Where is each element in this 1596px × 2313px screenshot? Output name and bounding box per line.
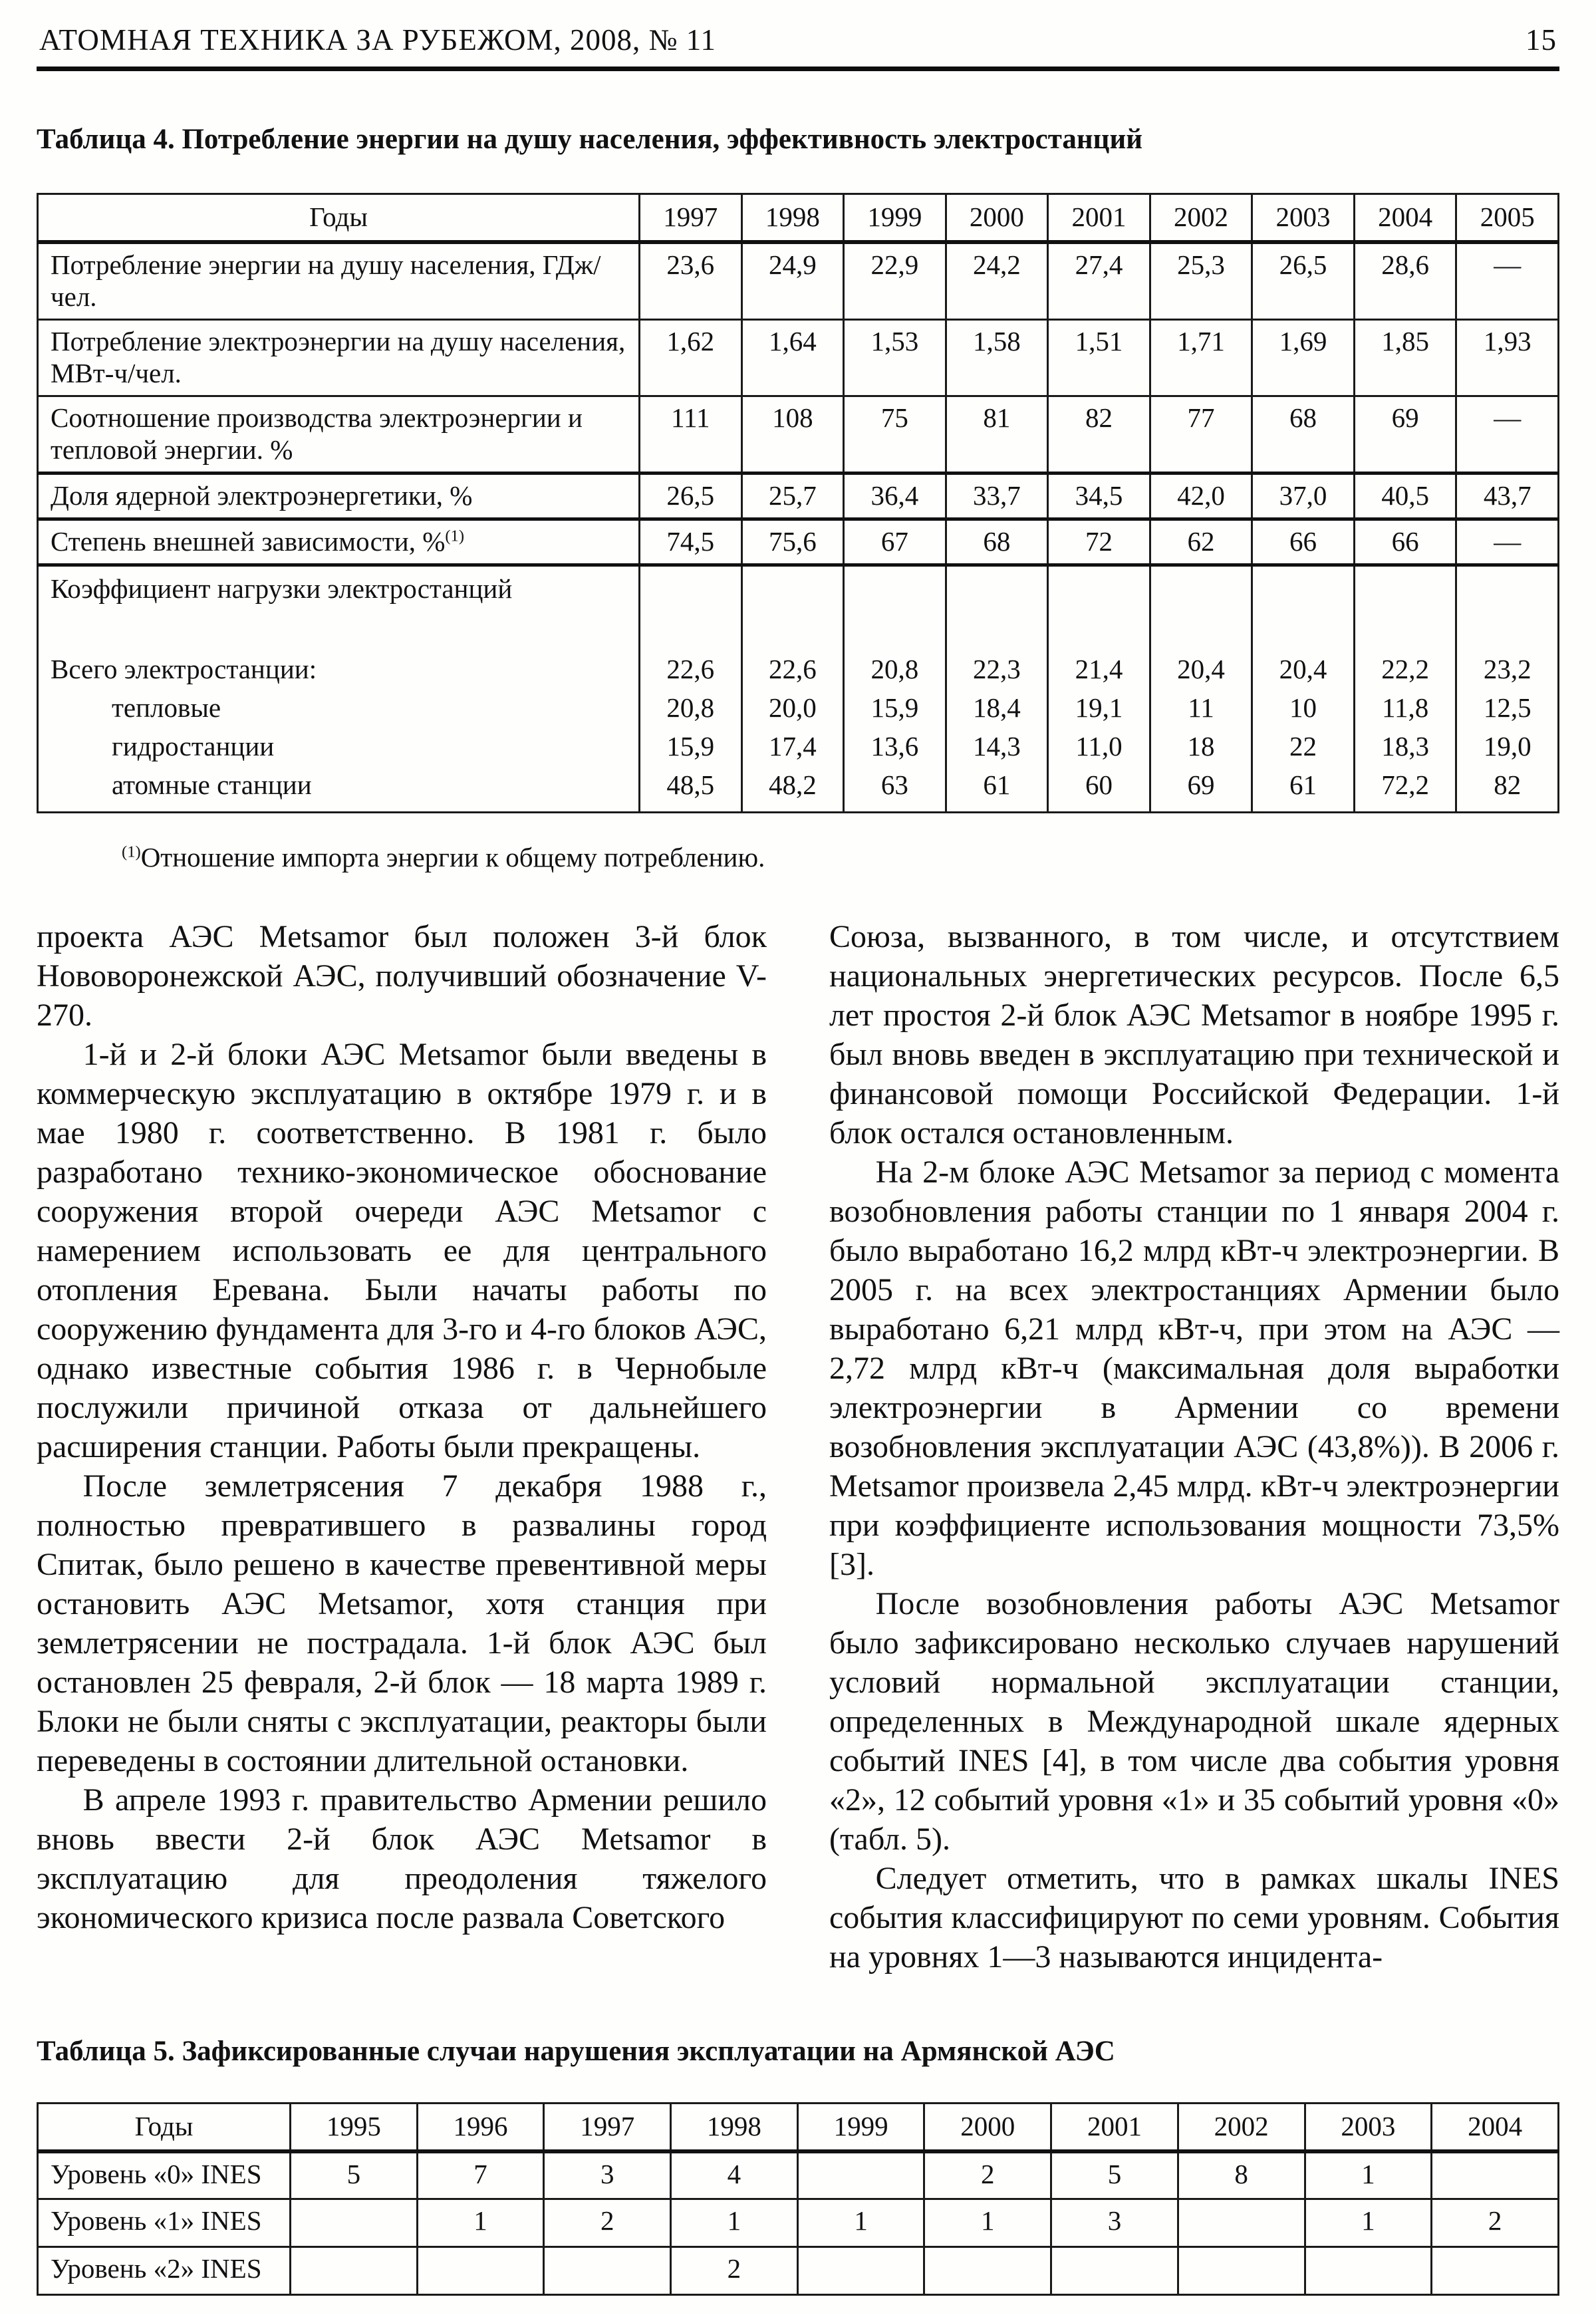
table-cell: 4 [671,2151,798,2199]
table-cell: 22 [1289,730,1317,761]
spacer [748,573,838,650]
table-cell: 2 [1432,2199,1559,2247]
table-cell: 61 [1289,769,1317,800]
paragraph: После возобновления работы АЭС Metsamor было зафиксировано несколько случаев нарушений условий нормальной эксплуатации станции, определенных в Международной шкале ядерных событий INES [4], в том числе два события уровня «2», 12 событий уровня «1» и 35 событий уровня «0» (табл. 5). [829,1585,1559,1857]
paragraph: 1-й и 2-й блоки АЭС Metsamor были введены в коммерческую эксплуатацию в октябре 1979 г. и в мае 1980 г. соответственно. В 1981 г. было разработано технико-экономическое обоснование сооружения второй очереди АЭС Metsamor с намерением использовать ее для центрального отопления Еревана. Были начаты работы по сооружению фундамента для 3-го и 4-го блоков АЭС, однако известные события 1986 г. в Чернобыле послужили причиной отказа от дальнейшего расширения станции. Работы были прекращены. [37,1036,767,1464]
table-cell: 5 [291,2151,418,2199]
table-cell: 15,9 [666,730,715,761]
table-cell: 23,2 [1483,653,1531,684]
table-cell: 20,8 [666,692,715,723]
table-cell: 1,53 [844,319,946,396]
year-header: 2001 [1048,194,1150,242]
table-cell: 8 [1178,2151,1305,2199]
table-cell: 18,4 [973,692,1021,723]
table-cell: 34,5 [1048,473,1150,519]
table-cell: 68 [1252,396,1355,473]
year-header: 2000 [946,194,1048,242]
table-cell: 82 [1048,396,1150,473]
table4 [37,193,1559,813]
row-label: Степень внешней зависимости, %$^{(1)}$ [38,519,640,565]
table-cell: 1 [671,2199,798,2247]
table-cell: 1 [797,2199,924,2247]
header-rule [37,67,1559,71]
table-cell: 5 [1051,2151,1178,2199]
table-cell [544,2247,671,2295]
table-cell: 42,0 [1150,473,1252,519]
row-label: Потребление электроэнергии на душу населения, МВт-ч/чел. [38,319,640,396]
table-cell: 11 [1188,692,1214,723]
table-cell: 12,5 [1483,692,1531,723]
table-cell: 3 [544,2151,671,2199]
paragraph: В апреле 1993 г. правительство Армении решило вновь ввести 2-й блок АЭС Metsamor в эксплуатацию для преодоления тяжелого экономического кризиса после развала Советского [37,1782,767,1935]
year-column-header: Годы [38,2103,291,2151]
table-cell: 111 [640,396,742,473]
table-cell [1432,2247,1559,2295]
year-header: 2002 [1178,2103,1305,2151]
footnote-text: Отношение импорта энергии к общему потреблению. [140,841,765,873]
table-cell: 60 [1085,769,1113,800]
table-cell: 72,2 [1381,769,1429,800]
spacer [1156,573,1246,650]
table-cell: 1,71 [1150,319,1252,396]
load-factor-value-cell [1456,565,1559,812]
row-label: гидростанции [112,730,275,761]
row-label: Доля ядерной электроэнергетики, % [38,473,640,519]
table-row [38,2247,1559,2295]
spacer [952,573,1042,650]
page-number: 15 [1526,23,1557,57]
table-cell: 37,0 [1252,473,1355,519]
table-cell: 48,2 [768,769,817,800]
table-cell [797,2151,924,2199]
row-label: тепловые [112,692,221,723]
year-header: 1997 [640,194,742,242]
table-cell: 23,6 [640,242,742,319]
table-cell: 68 [946,519,1048,565]
right-column [829,917,1559,1976]
load-factor-value-cell [741,565,844,812]
row-label: Уровень «2» INES [38,2247,291,2295]
table-cell [1178,2247,1305,2295]
table-cell: 1,62 [640,319,742,396]
table-cell: 2 [544,2199,671,2247]
table-cell: 36,4 [844,473,946,519]
table-cell: 72 [1048,519,1150,565]
table-cell: 108 [741,396,844,473]
table-cell: 1 [417,2199,544,2247]
footnote-ref: (1) [445,527,465,545]
paragraph: После землетрясения 7 декабря 1988 г., полностью превратившего в развалины город Спитак, было решено в качестве превентивной меры остановить АЭС Metsamor, хотя станция при землетрясении не пострадала. 1-й блок АЭС был остановлен 25 февраля, 2-й блок — 18 марта 1989 г. Блоки не были сняты с эксплуатации, реакторы были переведены в состоянии длительной остановки. [37,1468,767,1778]
table-cell: 15,9 [870,692,919,723]
load-factor-value-cell [640,565,742,812]
table-cell: 10 [1289,692,1317,723]
body-columns [37,917,1559,1976]
table-cell: 40,5 [1354,473,1456,519]
table-cell: 69 [1187,769,1215,800]
table-cell: 18 [1187,730,1215,761]
year-header: 2003 [1252,194,1355,242]
table-cell: 20,4 [1279,653,1327,684]
table-cell: 17,4 [768,730,817,761]
year-header: 1999 [844,194,946,242]
year-header: 2004 [1432,2103,1559,2151]
table-cell: 24,9 [741,242,844,319]
table-cell: 18,3 [1381,730,1429,761]
table-cell: 1,93 [1456,319,1559,396]
table-cell: 11,0 [1075,730,1123,761]
table-cell: 1,85 [1354,319,1456,396]
table-cell [291,2247,418,2295]
table-cell: — [1456,519,1559,565]
table-header-row [38,194,1559,242]
table-cell: 2 [671,2247,798,2295]
row-label: Уровень «0» INES [38,2151,291,2199]
load-factor-label-cell [38,565,640,812]
table-cell [1432,2151,1559,2199]
table-cell: 43,7 [1456,473,1559,519]
table-cell: 26,5 [1252,242,1355,319]
table-cell: 82 [1494,769,1522,800]
row-label: атомные станции [112,769,312,800]
table-cell: 28,6 [1354,242,1456,319]
table-cell: 2 [924,2151,1051,2199]
table-cell [417,2247,544,2295]
table-cell: 1,51 [1048,319,1150,396]
table-cell: 25,7 [741,473,844,519]
table-cell [1305,2247,1432,2295]
table-cell: 63 [880,769,908,800]
table-cell: 25,3 [1150,242,1252,319]
table-cell: 75,6 [741,519,844,565]
spacer [850,573,940,650]
table4-caption: Таблица 4. Потребление энергии на душу населения, эффективность электростанций [37,124,1142,155]
year-header: 2002 [1150,194,1252,242]
table-row [38,396,1559,473]
table-cell: 24,2 [946,242,1048,319]
table4-footnote [37,841,1559,873]
table-cell: 26,5 [640,473,742,519]
year-column-header: Годы [38,194,640,242]
table-row [38,2199,1559,2247]
table-cell: 66 [1252,519,1355,565]
table-cell: 21,4 [1075,653,1123,684]
table-cell: 20,8 [870,653,919,684]
year-header: 2004 [1354,194,1456,242]
table-cell: 14,3 [973,730,1021,761]
table-row [38,2151,1559,2199]
table-cell [1178,2199,1305,2247]
table-cell: 19,1 [1075,692,1123,723]
table-cell: 1 [924,2199,1051,2247]
table-cell: 62 [1150,519,1252,565]
spacer [1361,573,1450,650]
load-factor-value-cell [1354,565,1456,812]
table5-caption: Таблица 5. Зафиксированные случаи нарушения эксплуатации на Армянской АЭС [37,2035,1115,2067]
load-factor-value-cell [946,565,1048,812]
table-cell: 19,0 [1483,730,1531,761]
year-header: 1997 [544,2103,671,2151]
table-row [38,319,1559,396]
table-cell [924,2247,1051,2295]
year-header: 2005 [1456,194,1559,242]
table-cell: — [1456,396,1559,473]
table-cell [1051,2247,1178,2295]
table-cell: 1,64 [741,319,844,396]
year-header: 1999 [797,2103,924,2151]
table-cell: 33,7 [946,473,1048,519]
row-label: Всего электростанции: [51,653,317,684]
table-cell: 67 [844,519,946,565]
table-cell: 77 [1150,396,1252,473]
table-cell: 22,6 [666,653,715,684]
spacer [1462,573,1552,650]
table-cell: 48,5 [666,769,715,800]
table-cell: 20,0 [768,692,817,723]
journal-title: АТОМНАЯ ТЕХНИКА ЗА РУБЕЖОМ, 2008, № 11 [39,23,717,57]
table-cell: 22,9 [844,242,946,319]
table-cell: — [1456,242,1559,319]
paragraph: Союза, вызванного, в том числе, и отсутствием национальных энергетических ресурсов. После 6,5 лет простоя 2-й блок АЭС Metsamor в ноябре 1995 г. был вновь введен в эксплуатацию при технической и финансовой помощи Российской Федерации. 1-й блок остался остановленным. [829,918,1559,1151]
table5 [37,2102,1559,2296]
year-header: 2000 [924,2103,1051,2151]
left-column [37,917,767,1976]
table-cell: 1 [1305,2151,1432,2199]
table-cell: 74,5 [640,519,742,565]
table-cell [291,2199,418,2247]
year-header: 2003 [1305,2103,1432,2151]
spacer [646,573,735,650]
table-cell: 1,58 [946,319,1048,396]
table-header-row [38,2103,1559,2151]
table-cell: 27,4 [1048,242,1150,319]
year-header: 1995 [291,2103,418,2151]
table-cell: 81 [946,396,1048,473]
table-cell: 20,4 [1177,653,1225,684]
load-factor-heading: Коэффициент нагрузки электростанций [51,573,513,604]
footnote-marker: (1) [122,843,141,861]
table-cell: 66 [1354,519,1456,565]
table-cell: 13,6 [870,730,919,761]
load-factor-value-cell [844,565,946,812]
table-cell: 7 [417,2151,544,2199]
spacer [1054,573,1144,650]
table-cell: 11,8 [1381,692,1429,723]
load-factor-value-cell [1252,565,1355,812]
table-cell: 1,69 [1252,319,1355,396]
table-row [38,519,1559,565]
row-label: Соотношение производства электроэнергии и тепловой энергии. % [38,396,640,473]
load-factor-value-cell [1150,565,1252,812]
table-cell: 1 [1305,2199,1432,2247]
row-label: Уровень «1» INES [38,2199,291,2247]
year-header: 2001 [1051,2103,1178,2151]
year-header: 1996 [417,2103,544,2151]
table-cell: 22,6 [768,653,817,684]
table-cell [797,2247,924,2295]
table-cell: 75 [844,396,946,473]
table-row [38,242,1559,319]
table-cell: 22,2 [1381,653,1429,684]
table-cell: 22,3 [973,653,1021,684]
running-head [37,19,1559,64]
paragraph: На 2-м блоке АЭС Metsamor за период с момента возобновления работы станции по 1 января 2004 г. было выработано 16,2 млрд кВт-ч электроэнергии. В 2005 г. на всех электростанциях Армении было выработано 6,21 млрд кВт-ч, при этом на АЭС — 2,72 млрд кВт-ч (максимальная доля выработки электроэнергии в Армении со времени возобновления эксплуатации АЭС (43,8%)). В 2006 г. Metsamor произвела 2,45 млрд. кВт-ч электроэнергии при коэффициенте использования мощности 73,5% [3]. [829,1154,1559,1582]
spacer [1258,573,1348,650]
load-factor-value-cell [1048,565,1150,812]
table-cell: 3 [1051,2199,1178,2247]
table-cell: 69 [1354,396,1456,473]
table-row [38,473,1559,519]
paragraph: проекта АЭС Metsamor был положен 3-й блок Нововоронежской АЭС, получивший обозначение V-270. [37,918,767,1033]
year-header: 1998 [671,2103,798,2151]
table-cell: 61 [983,769,1011,800]
row-label: Потребление энергии на душу населения, ГДж/чел. [38,242,640,319]
load-factor-block-row [38,565,1559,812]
paragraph: Следует отметить, что в рамках шкалы INES события классифицируют по семи уровням. События на уровнях 1—3 называются инцидента- [829,1860,1559,1974]
year-header: 1998 [741,194,844,242]
